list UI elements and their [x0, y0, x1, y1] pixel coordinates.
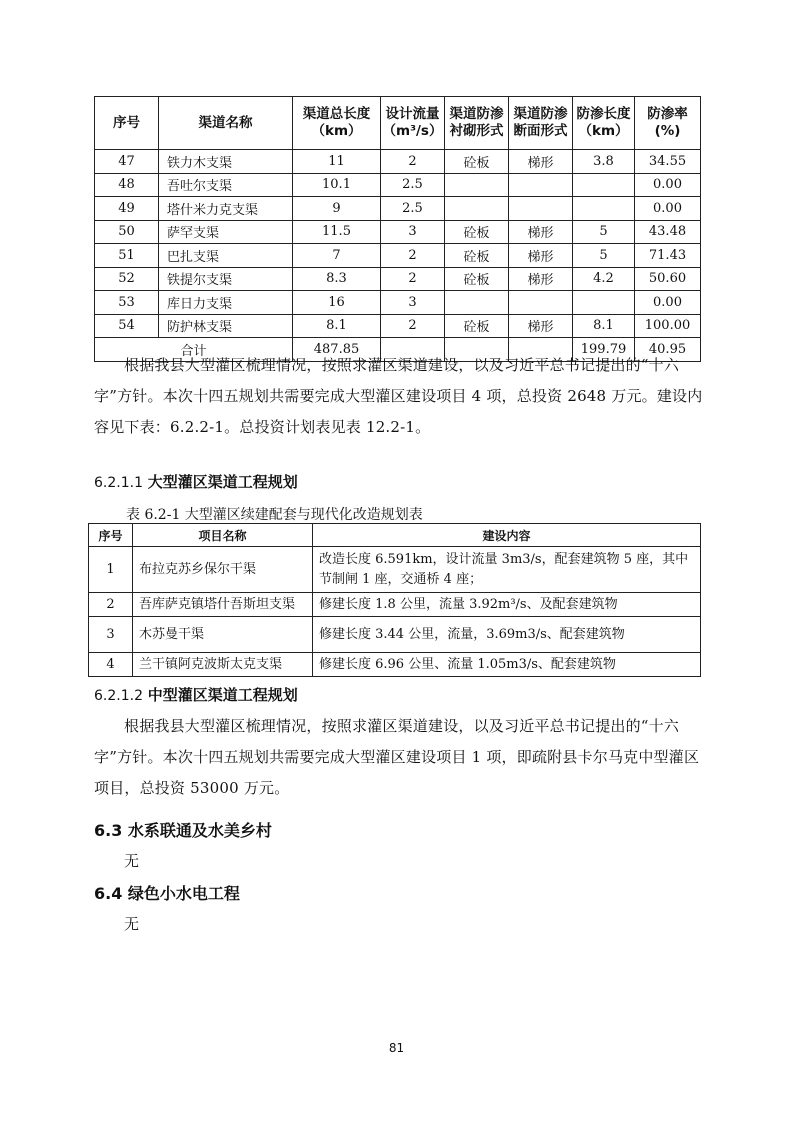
cell-seepage-length: [573, 197, 635, 221]
cell-construction-content: 修建长度 3.44 公里，流量，3.69m3/s、配套建筑物: [313, 617, 701, 653]
cell-total-length: 7: [293, 244, 381, 268]
cell-seepage-rate: 71.43: [635, 244, 701, 268]
col-header-section-form: 渠道防渗断面形式: [509, 97, 573, 150]
cell-index: 2: [89, 593, 133, 617]
cell-project-name: 兰干镇阿克波斯太克支渠: [133, 653, 313, 677]
table2-caption: 表 6.2-1 大型灌区续建配套与现代化改造规划表: [126, 507, 423, 523]
cell-total-rate: 40.95: [635, 338, 701, 362]
section-6-3-body: 无: [124, 852, 140, 870]
table-row: [89, 547, 701, 593]
cell-seepage-length: 5: [573, 244, 635, 268]
cell-section-form: 梯形: [509, 244, 573, 268]
cell-design-flow: 3: [381, 220, 445, 244]
cell-construction-content: 改造长度 6.591km，设计流量 3m3/s，配套建筑物 5 座，其中节制闸 1 座，交通桥 4 座；: [313, 547, 701, 593]
cell-index: 52: [95, 267, 159, 291]
section-heading-6211: [94, 471, 298, 492]
table-header-row: [95, 97, 701, 150]
cell-index: 50: [95, 220, 159, 244]
cell-project-name: 木苏曼干渠: [133, 617, 313, 653]
section-number: 6.2.1.2: [94, 688, 143, 704]
table-row: [95, 291, 701, 315]
cell-lining-form: 砼板: [445, 244, 509, 268]
cell-design-flow: 3: [381, 291, 445, 315]
cell-seepage-length: [573, 291, 635, 315]
section-heading-6212: [94, 684, 298, 705]
cell-index: 1: [89, 547, 133, 593]
cell-lining-form: 砼板: [445, 150, 509, 174]
cell-section-form: 梯形: [509, 314, 573, 338]
cell-project-name: 吾库萨克镇塔什吾斯坦支渠: [133, 593, 313, 617]
section-heading-6-4: 6.4 绿色小水电工程: [94, 884, 240, 903]
table-row: [95, 173, 701, 197]
col-header-index: 序号: [95, 97, 159, 150]
cell-total-length: 8.1: [293, 314, 381, 338]
cell-seepage-rate: 50.60: [635, 267, 701, 291]
cell-seepage-length: 4.2: [573, 267, 635, 291]
table-row: [95, 244, 701, 268]
col-header-seepage-length: 防渗长度（km）: [573, 97, 635, 150]
col-header-canal-name: 渠道名称: [159, 97, 293, 150]
cell-canal-name: 萨罕支渠: [159, 220, 293, 244]
table-row: [89, 653, 701, 677]
cell-seepage-length: 3.8: [573, 150, 635, 174]
cell-total-length: 10.1: [293, 173, 381, 197]
cell-seepage-rate: 34.55: [635, 150, 701, 174]
table-row: [89, 593, 701, 617]
cell-index: 48: [95, 173, 159, 197]
cell-index: 3: [89, 617, 133, 653]
cell-index: 49: [95, 197, 159, 221]
cell-seepage-rate: 43.48: [635, 220, 701, 244]
cell-canal-name: 塔什米力克支渠: [159, 197, 293, 221]
col-header-index: 序号: [89, 524, 133, 547]
paragraph-large-irrigation: 根据我县大型灌区梳理情况，按照求灌区渠道建设，以及习近平总书记提出的“十六字”方针。本次十四五规划共需要完成大型灌区建设项目 4 项，总投资 2648 万元。建设内容见下表：6.2.2-1。总投资计划表见表 12.2-1。: [94, 356, 703, 436]
section-title: 中型灌区渠道工程规划: [147, 686, 298, 704]
cell-section-form: [509, 173, 573, 197]
cell-index: 4: [89, 653, 133, 677]
table-row: [95, 267, 701, 291]
cell-design-flow: 2: [381, 267, 445, 291]
cell-canal-name: 吾吐尔支渠: [159, 173, 293, 197]
canal-seepage-table: [94, 96, 701, 362]
cell-total-seepage-length: 199.79: [573, 338, 635, 362]
table-row: [89, 617, 701, 653]
cell-total-length: 16: [293, 291, 381, 315]
cell-total-length: 11: [293, 150, 381, 174]
table-row: [95, 197, 701, 221]
section-title: 大型灌区渠道工程规划: [147, 473, 298, 491]
cell-seepage-length: [573, 173, 635, 197]
table-row: [95, 314, 701, 338]
cell-seepage-length: 8.1: [573, 314, 635, 338]
cell-index: 53: [95, 291, 159, 315]
cell-project-name: 布拉克苏乡保尔干渠: [133, 547, 313, 593]
cell-design-flow: 2: [381, 244, 445, 268]
cell-index: 51: [95, 244, 159, 268]
table-header-row: [89, 524, 701, 547]
cell-canal-name: 铁力木支渠: [159, 150, 293, 174]
cell-construction-content: 修建长度 6.96 公里、流量 1.05m3/s、配套建筑物: [313, 653, 701, 677]
cell-total-label: 合计: [95, 338, 293, 362]
cell-seepage-rate: 0.00: [635, 197, 701, 221]
col-header-design-flow: 设计流量（m³/s）: [381, 97, 445, 150]
cell-seepage-rate: 0.00: [635, 173, 701, 197]
renovation-plan-table: [88, 523, 701, 677]
section-heading-6-3: 6.3 水系联通及水美乡村: [94, 821, 272, 840]
table-row: [95, 150, 701, 174]
cell-design-flow: 2.5: [381, 197, 445, 221]
cell-total-length: 9: [293, 197, 381, 221]
cell-canal-name: 铁提尔支渠: [159, 267, 293, 291]
cell-lining-form: [445, 291, 509, 315]
cell-index: 54: [95, 314, 159, 338]
table-row: [95, 220, 701, 244]
cell-index: 47: [95, 150, 159, 174]
cell-design-flow: 2.5: [381, 173, 445, 197]
col-header-lining-form: 渠道防渗衬砌形式: [445, 97, 509, 150]
cell-seepage-rate: 0.00: [635, 291, 701, 315]
section-number: 6.2.1.1: [94, 475, 143, 491]
cell-lining-form: 砼板: [445, 267, 509, 291]
cell-design-flow: 2: [381, 150, 445, 174]
cell-lining-form: 砼板: [445, 314, 509, 338]
cell-canal-name: 巴扎支渠: [159, 244, 293, 268]
cell-section-form: 梯形: [509, 220, 573, 244]
col-header-construction-content: 建设内容: [313, 524, 701, 547]
cell-section-form: [509, 291, 573, 315]
cell-construction-content: 修建长度 1.8 公里，流量 3.92m³/s、及配套建筑物: [313, 593, 701, 617]
col-header-project-name: 项目名称: [133, 524, 313, 547]
cell-canal-name: 库日力支渠: [159, 291, 293, 315]
cell-canal-name: 防护林支渠: [159, 314, 293, 338]
cell-design-flow: 2: [381, 314, 445, 338]
cell-section-form: 梯形: [509, 150, 573, 174]
section-6-4-body: 无: [124, 915, 140, 933]
cell-seepage-length: 5: [573, 220, 635, 244]
cell-seepage-rate: 100.00: [635, 314, 701, 338]
col-header-total-length: 渠道总长度（km）: [293, 97, 381, 150]
cell-section-form: [509, 197, 573, 221]
cell-section-form: 梯形: [509, 267, 573, 291]
page-number: 81: [388, 1041, 405, 1055]
cell-lining-form: 砼板: [445, 220, 509, 244]
cell-total-length: 8.3: [293, 267, 381, 291]
cell-total-length: 11.5: [293, 220, 381, 244]
cell-total-length: 487.85: [293, 338, 381, 362]
cell-lining-form: [445, 197, 509, 221]
col-header-seepage-rate: 防渗率(%): [635, 97, 701, 150]
paragraph-medium-irrigation: 根据我县大型灌区梳理情况，按照求灌区渠道建设，以及习近平总书记提出的“十六字”方针。本次十四五规划共需要完成大型灌区建设项目 1 项，即疏附县卡尔马克中型灌区项目，总投资 53000 万元。: [94, 717, 700, 797]
cell-lining-form: [445, 173, 509, 197]
